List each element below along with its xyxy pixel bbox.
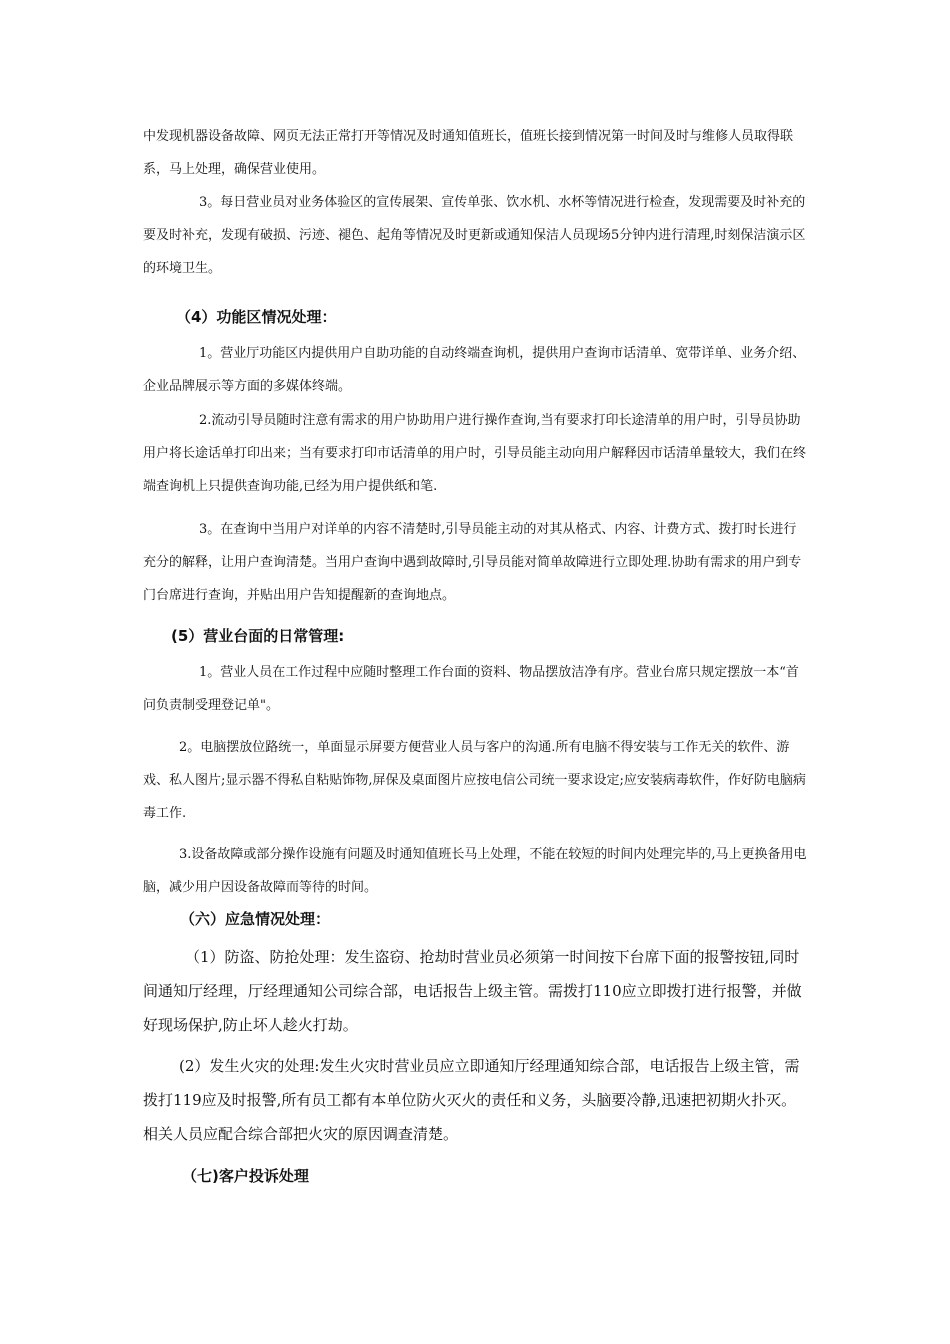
paragraph-counter-3: 3.设备故障或部分操作设施有问题及时通知值班长马上处理，不能在较短的时间内处理完毕的,马上更换备用电脑，减少用户因设备故障而等待的时间。 [143,847,807,895]
heading-complaints: （七)客户投诉处理 [182,1167,309,1185]
paragraph-intro: 中发现机器设备故障、网页无法正常打开等情况及时通知值班长，值班长接到情况第一时间及时与维修人员取得联系，马上处理，确保营业使用。 [143,129,794,177]
heading-function-area: （4）功能区情况处理： [176,308,337,326]
heading-counter-management: (5）营业台面的日常管理: [171,627,345,645]
paragraph-function-2: 2.流动引导员随时注意有需求的用户协助用户进行操作查询,当有要求打印长途清单的用户时，引导员协助用户将长途话单打印出来；当有要求打印市话清单的用户时，引导员能主动向用户解释因市话清单量较大，我们在终端查询机上只提供查询功能,已经为用户提供纸和笔. [143,413,807,494]
paragraph-emergency-theft: （1）防盗、防抢处理：发生盗窃、抢劫时营业员必须第一时间按下台席下面的报警按钮,同时间通知厅经理，厅经理通知公司综合部，电话报告上级主管。需拨打110应立即拨打进行报警，并做好现场保护,防止坏人趁火打劫。 [143,948,802,1034]
paragraph-daily-check: 3。每日营业员对业务体验区的宣传展架、宣传单张、饮水机、水杯等情况进行检查，发现需要及时补充的要及时补充，发现有破损、污迹、褪色、起角等情况及时更新或通知保洁人员现场5分钟内进行清理,时刻保洁演示区的环境卫生。 [143,195,806,276]
paragraph-emergency-fire: (2）发生火灾的处理:发生火灾时营业员应立即通知厅经理通知综合部，电话报告上级主管，需拨打119应及时报警,所有员工都有本单位防火灭火的责任和义务，头脑要冷静,迅速把初期火扑灭。相关人员应配合综合部把火灾的原因调查清楚。 [143,1057,800,1143]
paragraph-counter-2: 2。电脑摆放位路统一，单面显示屏要方便营业人员与客户的沟通.所有电脑不得安装与工作无关的软件、游戏、私人图片;显示器不得私自粘贴饰物,屏保及桌面图片应按电信公司统一要求设定;应安装病毒软件，作好防电脑病毒工作. [143,740,806,821]
paragraph-function-3: 3。在查询中当用户对详单的内容不清楚时,引导员能主动的对其从格式、内容、计费方式、拨打时长进行充分的解释，让用户查询清楚。当用户查询中遇到故障时,引导员能对简单故障进行立即处理.协助有需求的用户到专门台席进行查询，并贴出用户告知提醒新的查询地点。 [143,522,802,603]
paragraph-function-1: 1。营业厅功能区内提供用户自助功能的自动终端查询机，提供用户查询市话清单、宽带详单、业务介绍、企业品牌展示等方面的多媒体终端。 [143,346,806,394]
paragraph-counter-1: 1。营业人员在工作过程中应随时整理工作台面的资料、物品摆放洁净有序。营业台席只规定摆放一本“首问负责制受理登记单"。 [143,665,799,713]
heading-emergency: （六）应急情况处理： [180,910,331,928]
